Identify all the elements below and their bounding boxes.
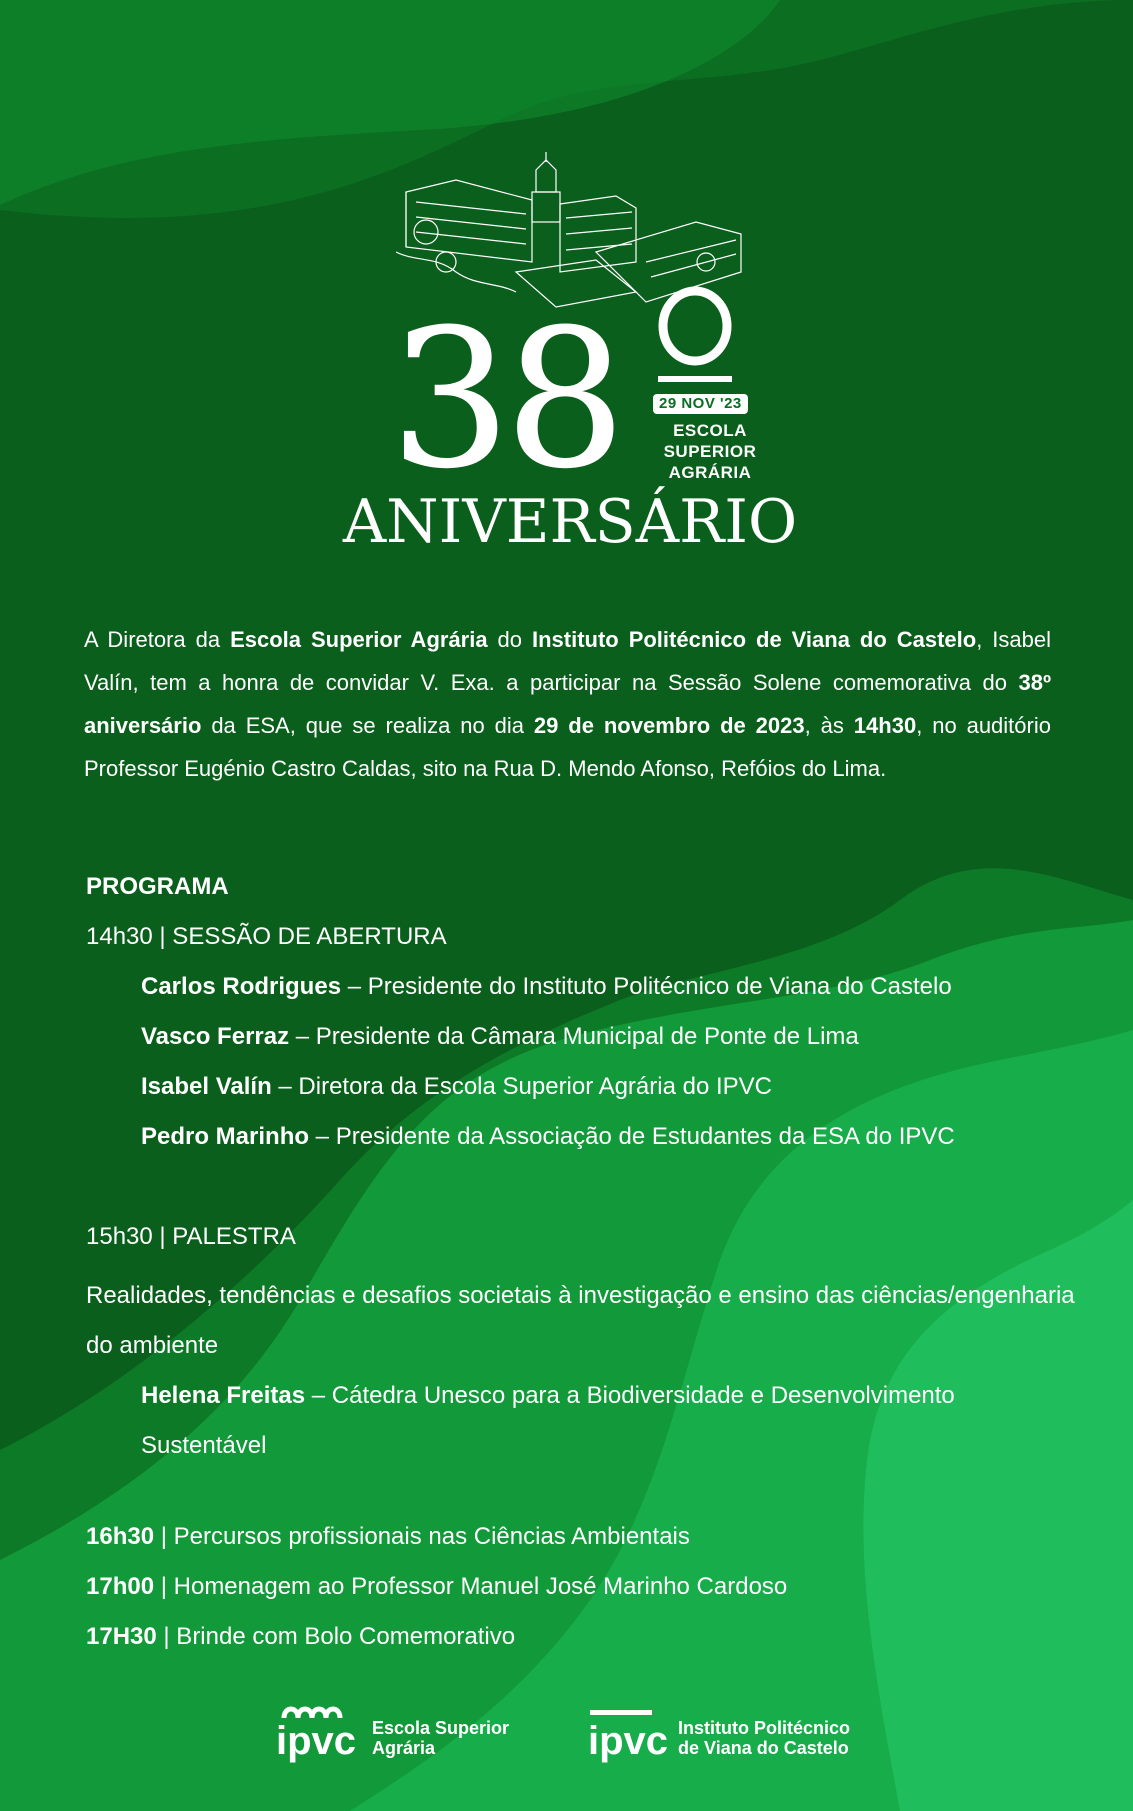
talk-subject: Realidades, tendências e desafios societais à investigação e ensino das ciências/engenharia do ambiente <box>86 1282 1075 1359</box>
speaker-role: – Presidente do Instituto Politécnico de Viana do Castelo <box>341 973 952 1000</box>
ipvc-logo-line-1: Instituto Politécnico <box>678 1718 851 1738</box>
esa-logo-line-1: Escola Superior <box>372 1718 510 1738</box>
invitation-text: , às <box>804 713 854 738</box>
invitation-text: A Diretora da <box>84 627 231 652</box>
schedule-item <box>86 1522 690 1552</box>
speaker-name: Carlos Rodrigues <box>141 973 342 1000</box>
speaker-name: Pedro Marinho <box>141 1123 310 1150</box>
ipvc-mark-text: ipvc <box>276 1719 357 1763</box>
invitation-bold: 29 de novembro de 2023 <box>533 713 805 738</box>
speaker-role: – Diretora da Escola Superior Agrária do IPVC <box>271 1073 772 1100</box>
talk-session-title: 15h30 | PALESTRA <box>86 1223 296 1250</box>
date-badge: 29 NOV '23 <box>653 394 748 414</box>
school-name-block <box>640 420 780 483</box>
schedule-item <box>86 1572 787 1602</box>
schedule-item <box>86 1622 515 1652</box>
schedule-time: 16h30 <box>86 1523 155 1550</box>
speaker-role: – Presidente da Associação de Estudantes da ESA do IPVC <box>309 1123 955 1150</box>
speaker-row <box>141 1022 859 1052</box>
speaker-row <box>141 972 952 1002</box>
speaker-row <box>141 1072 772 1102</box>
invitation-text: , no auditório Professor Eugénio Castro Caldas, sito na Rua D. Mendo Afonso, Refóios do Lima. <box>84 713 1051 781</box>
schedule-time: 17H30 <box>86 1623 157 1650</box>
invitation-bold: 14h30 <box>853 713 917 738</box>
ipvc-mark-icon <box>588 1704 670 1766</box>
schedule-text: | Brinde com Bolo Comemorativo <box>156 1623 516 1650</box>
talk-speaker <box>141 1371 1041 1471</box>
program-heading: PROGRAMA <box>86 873 229 900</box>
school-line-1: ESCOLA <box>673 421 747 440</box>
anniversary-title: ANIVERSÁRIO <box>342 487 798 557</box>
esa-logo-line-2: Agrária <box>372 1738 436 1758</box>
school-line-3: AGRÁRIA <box>668 463 752 482</box>
ipvc-logo <box>588 1704 878 1766</box>
invitation-paragraph <box>84 618 1051 790</box>
speaker-role: – Presidente da Câmara Municipal de Ponte de Lima <box>289 1023 859 1050</box>
invitation-bold: Escola Superior Agrária <box>230 627 488 652</box>
speaker-row <box>141 1122 955 1152</box>
opening-session-title: 14h30 | SESSÃO DE ABERTURA <box>86 923 447 950</box>
school-line-2: SUPERIOR <box>663 442 757 461</box>
schedule-text: | Percursos profissionais nas Ciências Ambientais <box>154 1523 690 1550</box>
ipvc-logo-line-2: de Viana do Castelo <box>678 1738 849 1758</box>
invitation-text: do <box>487 627 532 652</box>
anniversary-number: 38 <box>390 289 620 510</box>
speaker-role: – Cátedra Unesco para a Biodiversidade e Desenvolvimento Sustentável <box>141 1382 955 1459</box>
ipvc-mark-icon <box>276 1704 358 1766</box>
speaker-name: Vasco Ferraz <box>141 1023 290 1050</box>
speaker-name: Isabel Valín <box>141 1073 272 1100</box>
schedule-text: | Homenagem ao Professor Manuel José Marinho Cardoso <box>154 1573 788 1600</box>
speaker-name: Helena Freitas <box>141 1382 306 1409</box>
invitation-bold: 38º aniversário <box>84 670 1051 738</box>
ordinal-mark <box>650 286 740 396</box>
invitation-bold: Instituto Politécnico de Viana do Castelo <box>531 627 977 652</box>
invitation-text: da ESA, que se realiza no dia <box>201 713 534 738</box>
invitation-text: , Isabel Valín, tem a honra de convidar V. Exa. a participar na Sessão Solene comemorativa do <box>84 627 1051 695</box>
esa-logo <box>276 1704 536 1766</box>
ipvc-mark-text: ipvc <box>588 1719 669 1763</box>
schedule-time: 17h00 <box>86 1573 155 1600</box>
